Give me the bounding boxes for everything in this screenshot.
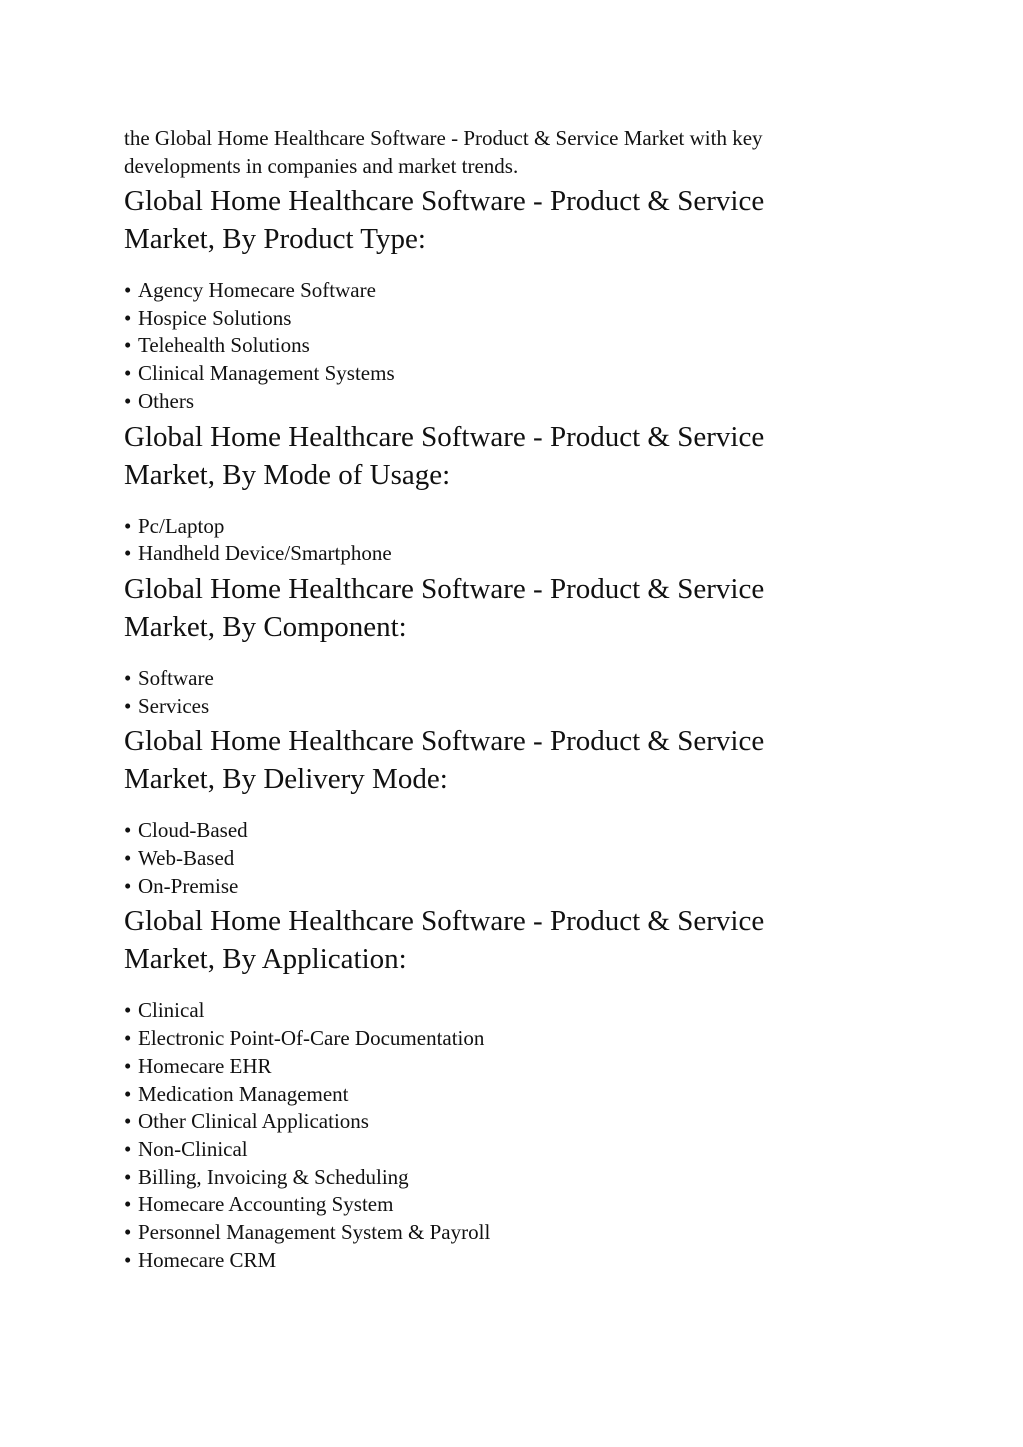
list-item-text: Software <box>138 665 214 690</box>
list-item <box>124 1136 904 1164</box>
list-item-text: Hospice Solutions <box>138 305 292 330</box>
list-item-text: Agency Homecare Software <box>138 278 376 302</box>
bullet-list <box>124 646 904 720</box>
section-heading-line-1: Global Home Healthcare Software - Product & Service <box>124 725 765 758</box>
bullet-icon: • <box>124 846 132 871</box>
list-item-text: Medication Management <box>138 1081 349 1106</box>
bullet-icon: • <box>124 665 132 690</box>
bullet-icon: • <box>124 1247 132 1272</box>
section <box>124 568 904 720</box>
list-item <box>124 665 904 693</box>
bullet-icon: • <box>124 541 132 566</box>
section-heading-line-1: Global Home Healthcare Software - Product & Service <box>124 420 765 453</box>
bullet-list <box>124 494 904 568</box>
section <box>124 720 904 900</box>
list-item <box>124 277 904 305</box>
bullet-icon: • <box>124 1026 132 1051</box>
bullet-icon: • <box>124 1164 132 1189</box>
list-item <box>124 540 904 568</box>
intro-line-2: developments in companies and market trends. <box>124 154 519 178</box>
list-item <box>124 817 904 845</box>
bullet-list <box>124 798 904 900</box>
intro-paragraph <box>124 124 904 180</box>
section-heading <box>124 900 904 978</box>
section-heading <box>124 720 904 798</box>
sections-container <box>124 180 904 1274</box>
bullet-icon: • <box>124 305 132 330</box>
section-heading-line-1: Global Home Healthcare Software - Product & Service <box>124 185 765 217</box>
list-item-text: Pc/Laptop <box>138 513 225 538</box>
bullet-icon: • <box>124 513 132 538</box>
section-heading-line-2: Market, By Delivery Mode: <box>124 763 448 796</box>
list-item <box>124 1053 904 1081</box>
section-heading-line-2: Market, By Mode of Usage: <box>124 458 451 491</box>
intro-line-1: the Global Home Healthcare Software - Product & Service Market with key <box>124 126 763 150</box>
bullet-icon: • <box>124 333 132 358</box>
section-heading-line-2: Market, By Component: <box>124 610 407 643</box>
bullet-icon: • <box>124 361 132 386</box>
list-item <box>124 1247 904 1275</box>
bullet-icon: • <box>124 1053 132 1078</box>
bullet-icon: • <box>124 1109 132 1134</box>
list-item <box>124 388 904 416</box>
bullet-icon: • <box>124 388 132 413</box>
section-heading <box>124 568 904 646</box>
bullet-icon: • <box>124 998 132 1023</box>
bullet-icon: • <box>124 1192 132 1217</box>
list-item-text: On-Premise <box>138 873 239 898</box>
section-heading-line-1: Global Home Healthcare Software - Product & Service <box>124 572 765 605</box>
bullet-list <box>124 978 904 1274</box>
bullet-list <box>124 258 904 416</box>
section-heading-line-2: Market, By Application: <box>124 943 407 976</box>
section-heading-line-1: Global Home Healthcare Software - Product & Service <box>124 905 765 938</box>
list-item <box>124 1081 904 1109</box>
list-item-text: Handheld Device/Smartphone <box>138 541 392 566</box>
section-heading-line-2: Market, By Product Type: <box>124 223 426 255</box>
bullet-icon: • <box>124 693 132 718</box>
list-item-text: Personnel Management System & Payroll <box>138 1220 491 1245</box>
bullet-icon: • <box>124 1081 132 1106</box>
list-item <box>124 332 904 360</box>
list-item-text: Clinical Management Systems <box>138 361 395 386</box>
section-heading <box>124 416 904 494</box>
list-item <box>124 360 904 388</box>
list-item <box>124 1025 904 1053</box>
section <box>124 416 904 568</box>
list-item-text: Services <box>138 693 210 718</box>
list-item-text: Other Clinical Applications <box>138 1109 369 1134</box>
list-item <box>124 305 904 333</box>
list-item-text: Web-Based <box>138 846 235 871</box>
list-item-text: Electronic Point-Of-Care Documentation <box>138 1026 485 1051</box>
document-page <box>124 124 904 1274</box>
bullet-icon: • <box>124 1136 132 1161</box>
list-item-text: Homecare Accounting System <box>138 1192 394 1217</box>
list-item <box>124 873 904 901</box>
list-item-text: Non-Clinical <box>138 1136 248 1161</box>
section <box>124 180 904 416</box>
list-item <box>124 1108 904 1136</box>
list-item <box>124 1219 904 1247</box>
list-item-text: Telehealth Solutions <box>138 333 310 358</box>
list-item-text: Cloud-Based <box>138 818 248 843</box>
bullet-icon: • <box>124 278 132 302</box>
list-item <box>124 693 904 721</box>
list-item-text: Homecare EHR <box>138 1053 272 1078</box>
list-item-text: Others <box>138 388 194 413</box>
bullet-icon: • <box>124 818 132 843</box>
list-item-text: Homecare CRM <box>138 1247 277 1272</box>
bullet-icon: • <box>124 873 132 898</box>
list-item <box>124 513 904 541</box>
section-heading <box>124 180 904 258</box>
section <box>124 900 904 1274</box>
list-item <box>124 1164 904 1192</box>
list-item <box>124 1191 904 1219</box>
list-item <box>124 845 904 873</box>
list-item-text: Clinical <box>138 998 205 1023</box>
list-item <box>124 997 904 1025</box>
list-item-text: Billing, Invoicing & Scheduling <box>138 1164 409 1189</box>
bullet-icon: • <box>124 1220 132 1245</box>
